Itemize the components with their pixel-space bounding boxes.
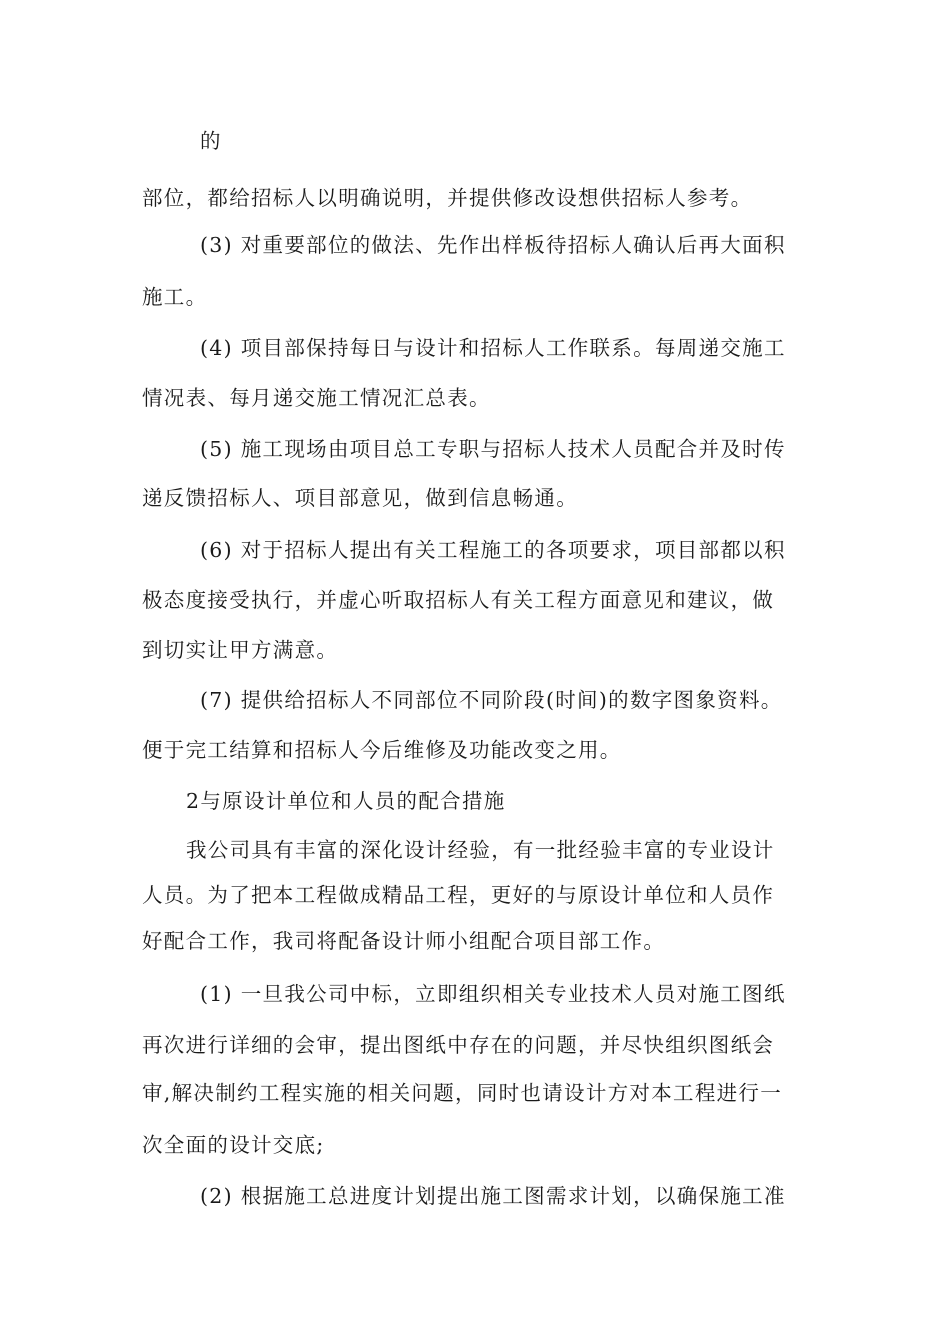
text-line: (3) 对重要部位的做法、先作出样板待招标人确认后再大面积 [200, 233, 786, 257]
text-line: 好配合工作，我司将配备设计师小组配合项目部工作。 [142, 929, 666, 953]
text-line: 递反馈招标人、项目部意见，做到信息畅通。 [142, 486, 578, 510]
text-line: 部位，都给招标人以明确说明，并提供修改设想供招标人参考。 [142, 186, 753, 210]
text-line: 我公司具有丰富的深化设计经验，有一批经验丰富的专业设计 [186, 838, 775, 862]
text-line: (7) 提供给招标人不同部位不同阶段(时间)的数字图象资料。 [200, 688, 783, 712]
text-line: (6) 对于招标人提出有关工程施工的各项要求，项目部都以积 [200, 538, 786, 562]
text-line: 施工。 [142, 285, 208, 309]
text-line: 审,解决制约工程实施的相关问题，同时也请设计方对本工程进行一 [142, 1081, 783, 1105]
text-line: 次全面的设计交底; [142, 1133, 325, 1157]
section-heading: 2与原设计单位和人员的配合措施 [186, 789, 506, 813]
text-line: (1) 一旦我公司中标，立即组织相关专业技术人员对施工图纸 [200, 982, 786, 1006]
text-line: (5) 施工现场由项目总工专职与招标人技术人员配合并及时传 [200, 437, 786, 461]
text-line: 极态度接受执行，并虚心听取招标人有关工程方面意见和建议，做 [142, 588, 775, 612]
text-line: (2) 根据施工总进度计划提出施工图需求计划，以确保施工准 [200, 1184, 786, 1208]
text-line: 再次进行详细的会审，提出图纸中存在的问题，并尽快组织图纸会 [142, 1033, 775, 1057]
text-line: 情况表、每月递交施工情况汇总表。 [142, 386, 491, 410]
text-line: 便于完工结算和招标人今后维修及功能改变之用。 [142, 738, 622, 762]
text-line: 到切实让甲方满意。 [142, 638, 339, 662]
text-line: 的 [200, 129, 222, 153]
text-line: (4) 项目部保持每日与设计和招标人工作联系。每周递交施工 [200, 336, 786, 360]
text-line: 人员。为了把本工程做成精品工程，更好的与原设计单位和人员作 [142, 883, 775, 907]
